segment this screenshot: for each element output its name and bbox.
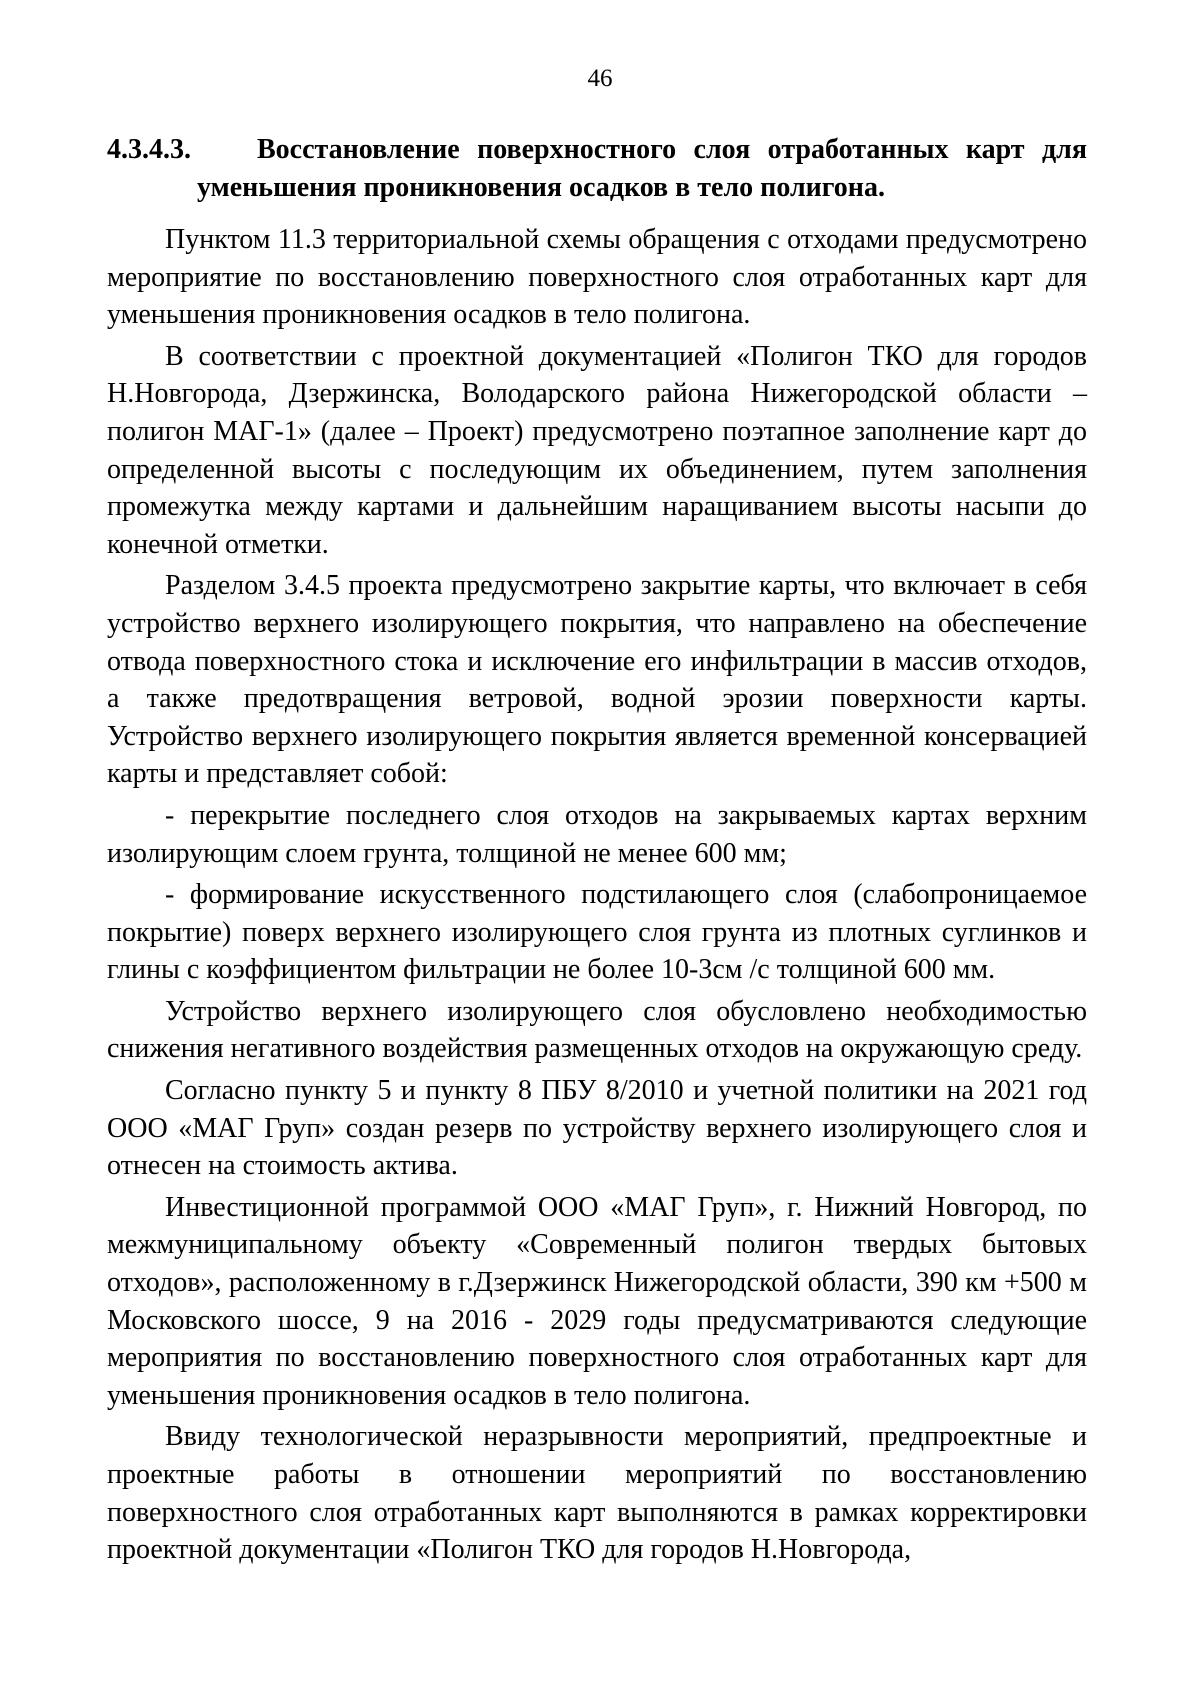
list-item-clay-layer: - формирование искусственного подстилающего слоя (слабопроницаемое покрытие) поверх верхнего изолирующего слоя грунта из плотных суглинков и глины с коэффициентом фильтрации не более 10-3см /с толщиной 600 мм. xyxy=(107,879,1087,986)
list-item-soil-layer: - перекрытие последнего слоя отходов на закрываемых картах верхним изолирующим слоем грунта, толщиной не менее 600 мм; xyxy=(107,799,1087,869)
section-heading xyxy=(107,131,1087,207)
paragraph-isolating-layer-purpose: Устройство верхнего изолирующего слоя обусловлено необходимостью снижения негативного воздействия размещенных отходов на окружающую среду. xyxy=(107,995,1087,1065)
paragraph-design-works: Ввиду технологической неразрывности мероприятий, предпроектные и проектные работы в отношении мероприятий по восстановлению поверхностного слоя отработанных карт выполняются в рамках корректировки проектной документации «Полигон ТКО для городов Н.Новгорода, xyxy=(107,1421,1087,1566)
section-title: Восстановление поверхностного слоя отработанных карт для уменьшения проникновения осадков в тело полигона. xyxy=(197,134,1087,203)
paragraph-investment-program: Инвестиционной программой ООО «МАГ Груп», г. Нижний Новгород, по межмуниципальному объекту «Современный полигон твердых бытовых отходов», расположенному в г.Дзержинск Нижегородской области, 390 км +500 м Московского шоссе, 9 на 2016 - 2029 годы предусматриваются следующие мероприятия по восстановлению поверхностного слоя отработанных карт для уменьшения проникновения осадков в тело полигона. xyxy=(107,1191,1087,1411)
page-number: 46 xyxy=(587,65,613,92)
section-number: 4.3.4.3. xyxy=(107,134,191,165)
body-text xyxy=(107,221,1087,1569)
paragraph-map-closure: Разделом 3.4.5 проекта предусмотрено закрытие карты, что включает в себя устройство верхнего изолирующего покрытия, что направлено на обеспечение отвода поверхностного стока и исключение его инфильтрации в массив отходов, а также предотвращения ветровой, водной эрозии поверхности карты. Устройство верхнего изолирующего покрытия является временной консервацией карты и представляет собой: xyxy=(107,570,1087,790)
paragraph-accounting-reserve: Согласно пункту 5 и пункту 8 ПБУ 8/2010 и учетной политики на 2021 год ООО «МАГ Груп» создан резерв по устройству верхнего изолирующего слоя и отнесен на стоимость актива. xyxy=(107,1075,1087,1182)
paragraph-project-documentation: В соответствии с проектной документацией «Полигон ТКО для городов Н.Новгорода, Дзержинска, Володарского района Нижегородской области – полигон МАГ-1» (далее – Проект) предусмотрено поэтапное заполнение карт до определенной высоты с последующим их объединением, путем заполнения промежутка между картами и дальнейшим наращиванием высоты насыпи до конечной отметки. xyxy=(107,340,1087,560)
paragraph-territorial-scheme: Пунктом 11.3 территориальной схемы обращения с отходами предусмотрено мероприятие по восстановлению поверхностного слоя отработанных карт для уменьшения проникновения осадков в тело полигона. xyxy=(107,224,1087,331)
